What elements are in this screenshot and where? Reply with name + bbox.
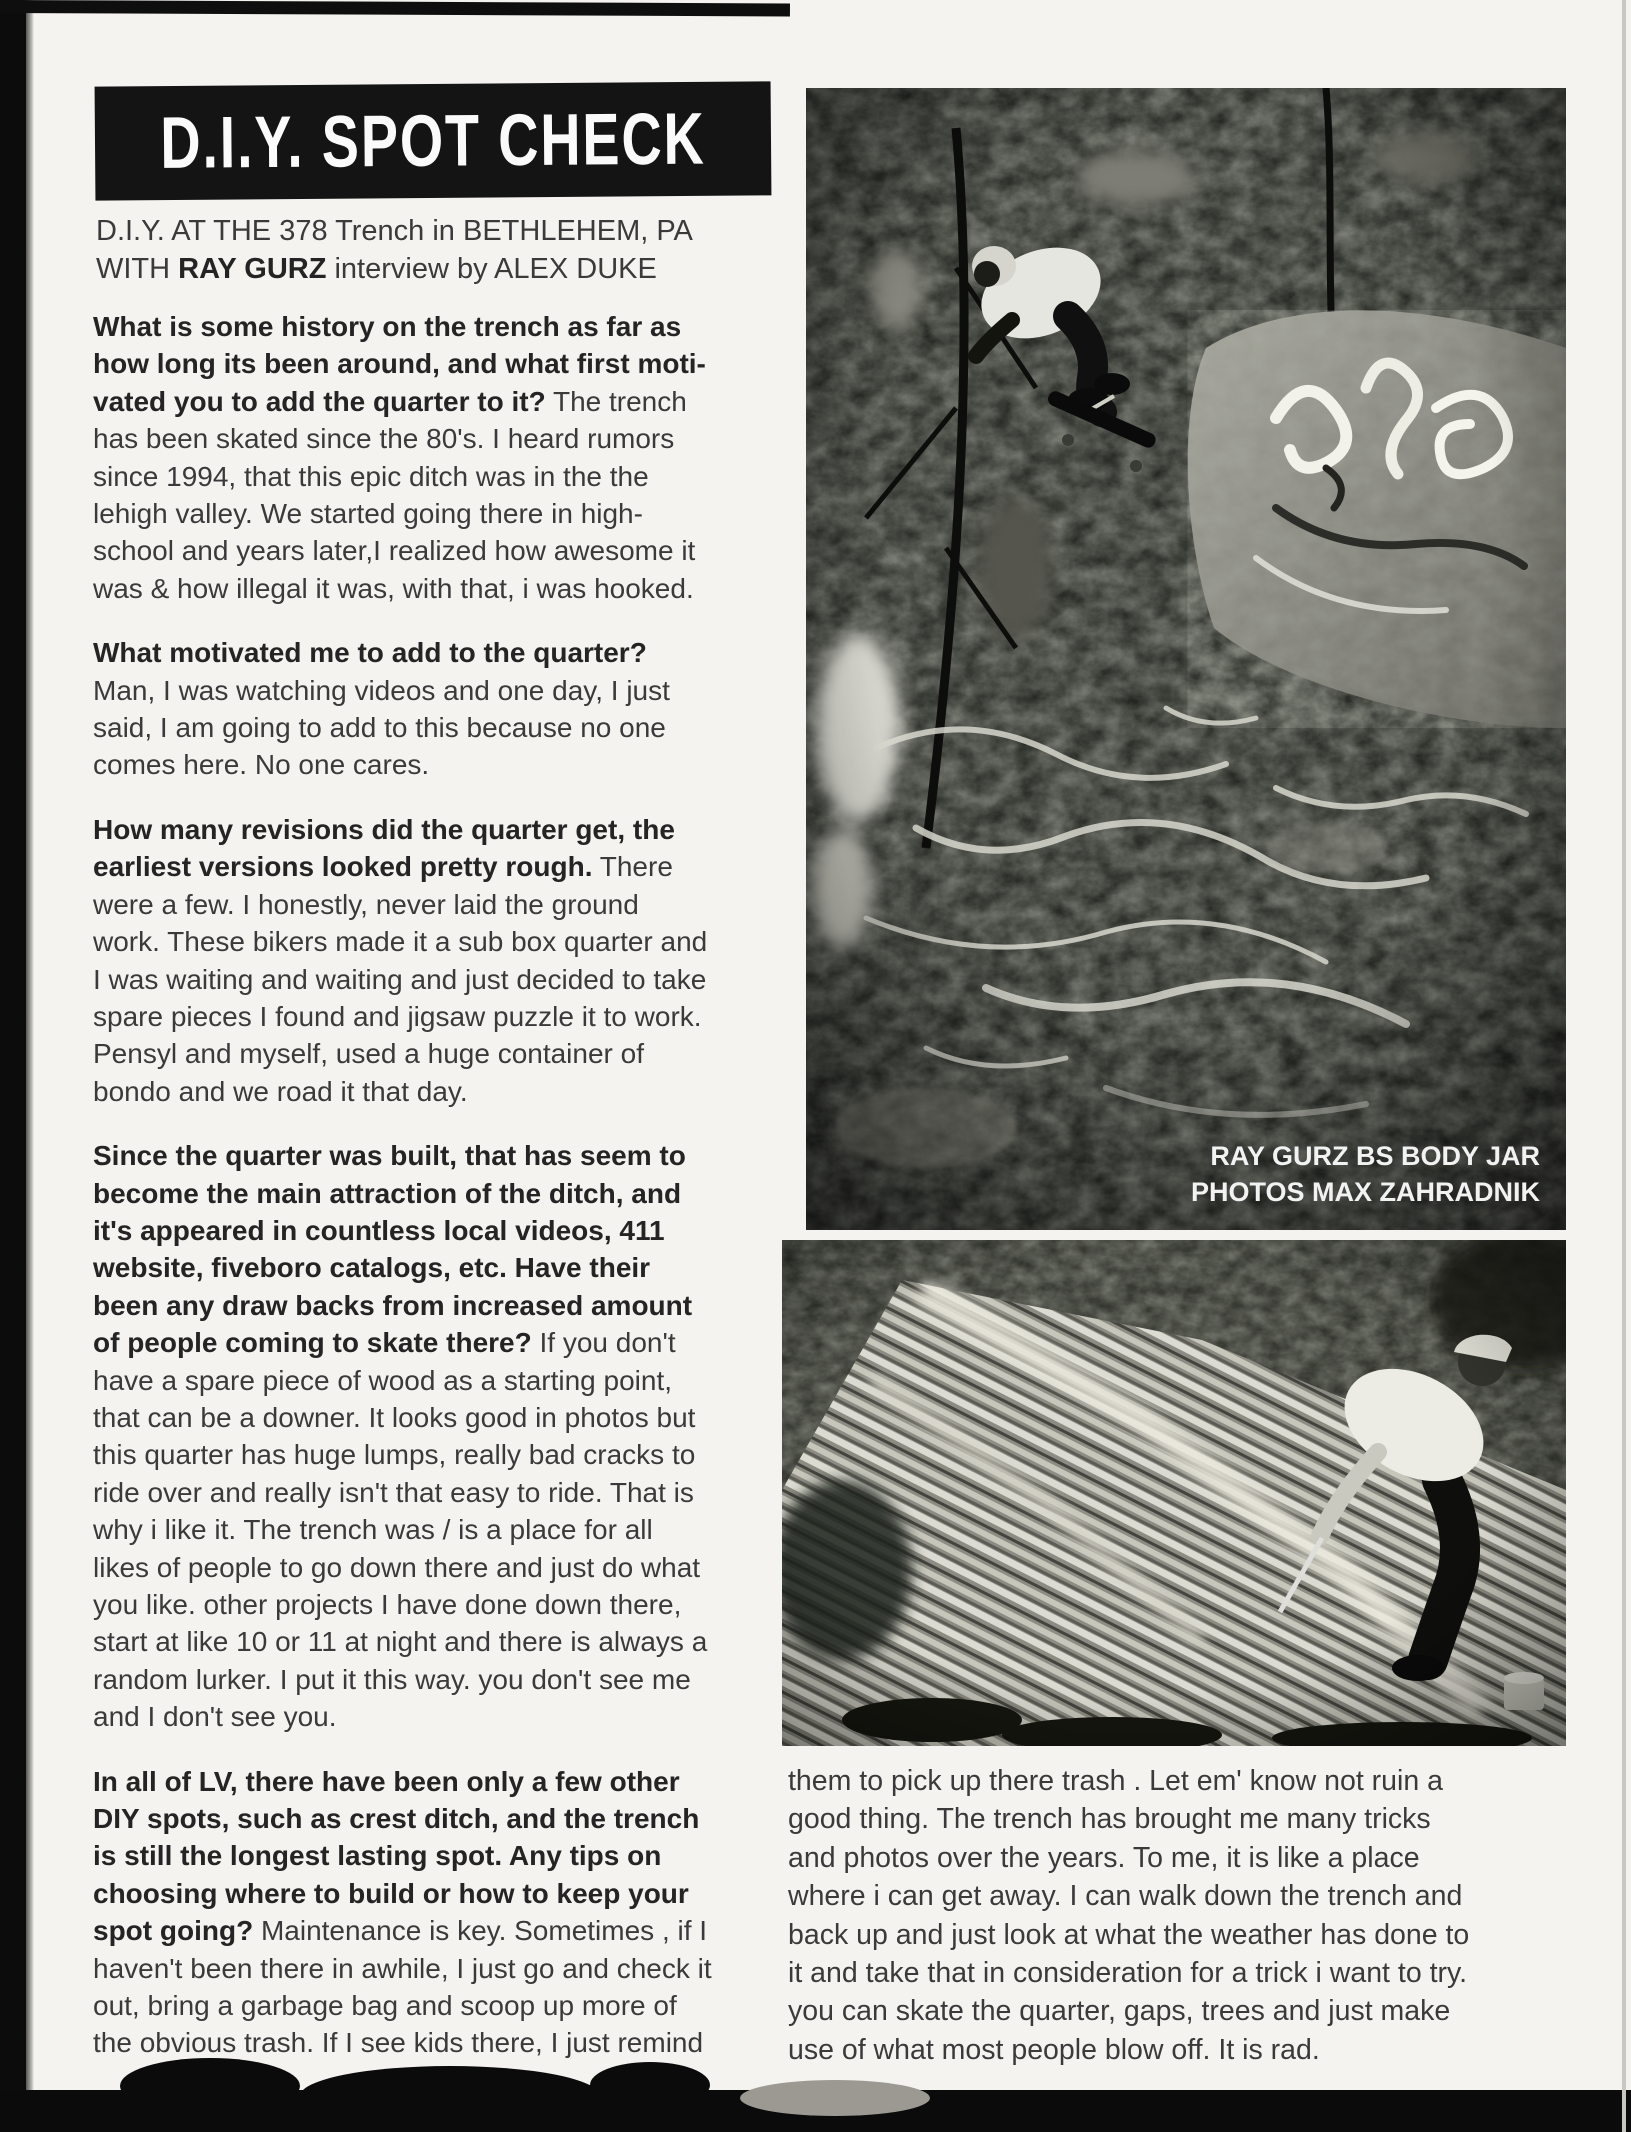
qa-paragraph [93, 634, 783, 784]
text-line: said, I am going to add to this because no one [93, 712, 666, 744]
text-line: of people coming to skate there? If you don't [93, 1327, 676, 1359]
qa-paragraph [93, 811, 783, 1110]
article-title-banner [95, 81, 772, 200]
text-line: why i like it. The trench was / is a place for all [93, 1514, 653, 1546]
text-line: this quarter has huge lumps, really bad cracks to [93, 1439, 696, 1471]
text-line: earliest versions looked pretty rough. There [93, 851, 673, 883]
photo-scraping-ditch [782, 1240, 1566, 1746]
interview-right-column [788, 1762, 1588, 2069]
photo-caption-line1: RAY GURZ BS BODY JAR [1210, 1141, 1540, 1171]
text-line: is still the longest lasting spot. Any tips on [93, 1840, 662, 1872]
qa-paragraph [93, 1763, 783, 2062]
text-line: you like. other projects I have done down there, [93, 1589, 682, 1620]
text-line: website, fiveboro catalogs, etc. Have their [93, 1252, 651, 1284]
text-line: was & how illegal it was, with that, i was hooked. [93, 572, 694, 604]
text-line: Man, I was watching videos and one day, I just [93, 674, 670, 706]
text-line: have a spare piece of wood as a starting point, [93, 1364, 673, 1396]
text-line: good thing. The trench has brought me many tricks [788, 1803, 1431, 1836]
text-line: since 1994, that this epic ditch was in the the [93, 460, 649, 492]
text-line: it's appeared in countless local videos, 411 [93, 1214, 665, 1246]
text-line: WITH RAY GURZ interview by ALEX DUKE [96, 253, 657, 285]
text-line: lehigh valley. We started going there in high- [93, 498, 643, 530]
text-line: choosing where to build or how to keep your [93, 1877, 689, 1909]
text-line: where i can get away. I can walk down the trench and [788, 1880, 1463, 1913]
photo-caption [1191, 1138, 1540, 1210]
text-line: use of what most people blow off. It is rad. [788, 2033, 1320, 2066]
photo-scraping-ditch-image [782, 1240, 1566, 1746]
text-line: how long its been around, and what first moti- [93, 348, 706, 380]
photo-caption-line2: PHOTOS MAX ZAHRADNIK [1190, 1177, 1540, 1207]
text-line: and I don't see you. [93, 1701, 337, 1733]
text-line: bondo and we road it that day. [93, 1075, 468, 1107]
text-line: comes here. No one cares. [93, 749, 430, 781]
text-line: were a few. I honestly, never laid the ground [93, 888, 639, 920]
photo-bs-body-jar [806, 88, 1566, 1230]
text-line: start at like 10 or 11 at night and there is always a [93, 1626, 708, 1658]
text-line: D.I.Y. AT THE 378 Trench in BETHLEHEM, PA [96, 215, 693, 247]
scan-edge-left-shadow [26, 0, 34, 2132]
text-line: What is some history on the trench as far as [93, 311, 682, 342]
text-line: random lurker. I put it this way. you don't see me [93, 1663, 691, 1695]
text-line: them to pick up there trash . Let em' know not ruin a [788, 1765, 1443, 1797]
text-line: likes of people to go down there and just do what [93, 1551, 701, 1583]
photo-bs-body-jar-image [806, 88, 1566, 1230]
text-line: haven't been there in awhile, I just go and check it [93, 1952, 712, 1984]
scan-edge-top [0, 0, 790, 16]
text-line: it and take that in consideration for a trick i want to try. [788, 1957, 1468, 1990]
text-line: the obvious trash. If I see kids there, I just remind [93, 2027, 704, 2059]
text-line: back up and just look at what the weather has done to [788, 1918, 1470, 1951]
text-line: you can skate the quarter, gaps, trees and just make [788, 1995, 1451, 2028]
text-line: has been skated since the 80's. I heard rumors [93, 423, 675, 455]
text-line: I was waiting and waiting and just decided to take [93, 963, 707, 995]
interview-left-column [93, 308, 783, 2089]
text-line: become the main attraction of the ditch, and [93, 1177, 682, 1209]
text-line: DIY spots, such as crest ditch, and the trench [93, 1803, 700, 1835]
text-line: What motivated me to add to the quarter? [93, 637, 647, 669]
qa-paragraph [93, 308, 783, 607]
text-line: ride over and really isn't that easy to ride. That is [93, 1476, 694, 1508]
text-line: that can be a downer. It looks good in photos but [93, 1401, 696, 1433]
article-title: D.I.Y. SPOT CHECK [160, 98, 706, 184]
text-line: spare pieces I found and jigsaw puzzle it to work. [93, 1000, 702, 1032]
text-line: How many revisions did the quarter get, the [93, 813, 675, 845]
text-line: been any draw backs from increased amount [93, 1289, 693, 1321]
text-line: Since the quarter was built, that has seem to [93, 1140, 686, 1172]
scan-edge-right [1622, 0, 1626, 2132]
text-line: out, bring a garbage bag and scoop up more of [93, 1990, 677, 2022]
qa-paragraph [93, 1137, 783, 1736]
text-line: In all of LV, there have been only a few other [93, 1765, 680, 1797]
text-line: spot going? Maintenance is key. Sometimes , if I [93, 1915, 708, 1947]
text-line: school and years later,I realized how awesome it [93, 535, 696, 567]
text-line: Pensyl and myself, used a huge container of [93, 1038, 645, 1070]
text-line: and photos over the years. To me, it is like a place [788, 1841, 1420, 1874]
text-line: vated you to add the quarter to it? The trench [93, 385, 687, 417]
text-line: work. These bikers made it a sub box quarter and [93, 926, 708, 958]
article-intro [96, 212, 693, 288]
